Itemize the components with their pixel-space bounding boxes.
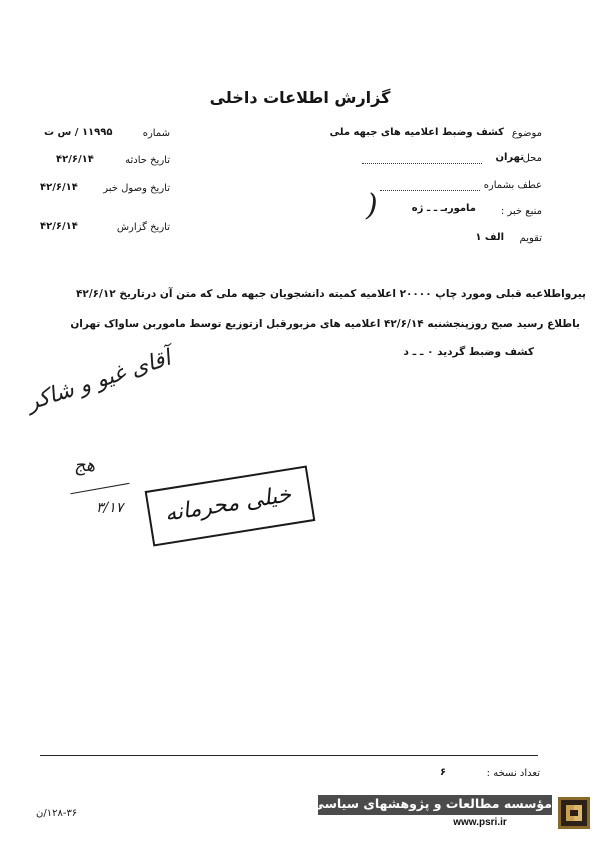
report-date-label: تاریخ گزارش bbox=[116, 222, 170, 233]
body-line-1: پیرواطلاعیه قبلی ومورد چاپ ۲۰۰۰۰ اعلامیه کمیته دانشجویان جبهه ملی که متن آن درتاریخ ۴۲/۶/۱۲ bbox=[76, 288, 586, 300]
confidential-stamp: خیلی محرمانه bbox=[163, 482, 293, 527]
source-label: منبع خبر : bbox=[500, 206, 542, 217]
institute-url: www.psri.ir bbox=[453, 817, 507, 828]
body-line-3: کشف وضبط گردید ۰ ـ ـ د bbox=[403, 346, 534, 358]
copies-label: تعداد نسخه : bbox=[486, 768, 540, 779]
bottom-divider bbox=[40, 755, 538, 756]
handwritten-note: آقای غیو و شاکر bbox=[24, 345, 174, 416]
incident-date-label: تاریخ حادثه bbox=[125, 155, 170, 166]
reference-dots bbox=[380, 189, 480, 191]
report-date-value: ۴۲/۶/۱۴ bbox=[40, 221, 78, 232]
institute-logo-icon bbox=[558, 797, 590, 829]
source-value: ماموربـ ـ ـ ژه bbox=[411, 203, 476, 214]
number-value: ۱۱۹۹۵ / س ت bbox=[44, 127, 113, 138]
location-dots bbox=[362, 162, 482, 164]
form-code: ۱۲۸-۳۶/ن bbox=[36, 808, 78, 819]
classification-value: الف ۱ bbox=[475, 232, 504, 243]
location-label: محل bbox=[522, 153, 542, 164]
classification-label: تقویم bbox=[519, 233, 542, 244]
receipt-date-value: ۴۲/۶/۱۴ bbox=[40, 182, 78, 193]
number-label: شماره bbox=[142, 128, 170, 139]
bracket-mark: ) bbox=[366, 188, 378, 223]
reference-label: عطف بشماره bbox=[483, 180, 542, 191]
handwritten-stroke bbox=[70, 483, 129, 494]
location-value: تهران bbox=[495, 152, 524, 163]
incident-date-value: ۴۲/۶/۱۴ bbox=[56, 154, 94, 165]
report-title: گزارش اطلاعات داخلی bbox=[209, 88, 391, 107]
subject-label: موضوع bbox=[511, 128, 542, 139]
body-line-2: باطلاع رسید صبح روزپنجشنبه ۴۲/۶/۱۴ اعلامیه های مزبورقبل ازتوزیع توسط ماموربن ساواک تهران bbox=[70, 318, 580, 330]
subject-value: کشف وضبط اعلامیه های جبهه ملی bbox=[329, 127, 504, 138]
handwritten-initials: هج bbox=[74, 455, 96, 476]
handwritten-date: ۳/۱۷ bbox=[96, 500, 124, 516]
receipt-date-label: تاریخ وصول خبر bbox=[103, 183, 170, 194]
copies-value: ۶ bbox=[440, 767, 447, 778]
institute-name: مؤسسه مطالعات و پژوهشهای سیاسی bbox=[311, 796, 552, 811]
